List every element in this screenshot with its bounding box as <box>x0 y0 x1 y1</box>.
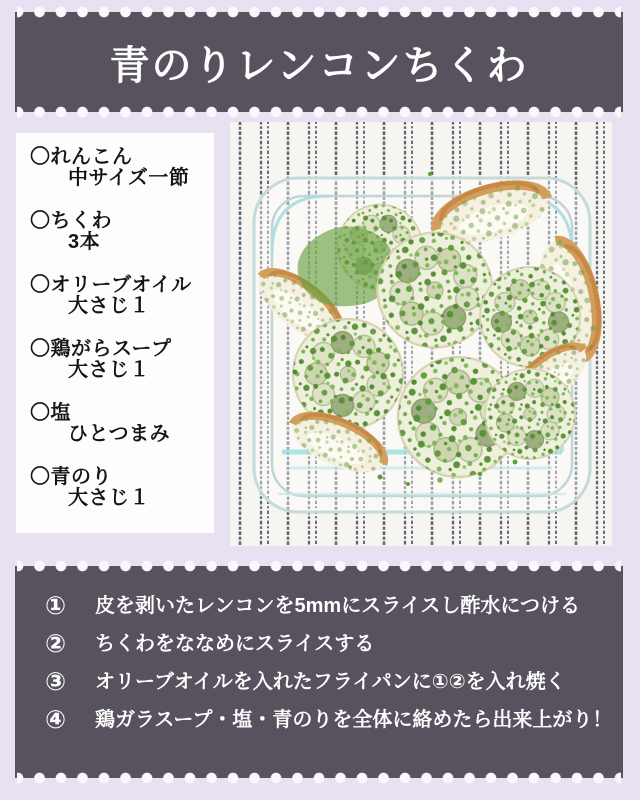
step-row <box>45 706 613 745</box>
step-row <box>45 669 605 707</box>
ingredient-amount: ひとつまみ <box>68 423 171 445</box>
dotted-border-top <box>17 6 621 18</box>
dotted-border-bottom <box>17 772 621 784</box>
ingredient-amount: 中サイズ一節 <box>68 167 190 189</box>
ingredient-name: 〇塩 <box>30 402 71 424</box>
ingredient-name: 〇オリーブオイル <box>30 274 192 296</box>
steps-panel <box>15 566 623 778</box>
dotted-border-bottom <box>17 106 621 118</box>
ingredient-name: 〇青のり <box>30 466 112 488</box>
ingredient-item <box>30 403 214 445</box>
ingredient-item <box>30 339 214 381</box>
ingredient-item <box>30 275 214 317</box>
step-row <box>45 631 605 669</box>
step-text: 皮を剥いたレンコンを5mmにスライスし酢水につける <box>95 595 580 617</box>
step-row <box>45 593 605 631</box>
step-text: 鶏ガラスープ・塩・青のりを全体に絡めたら出来上がり！ <box>95 709 613 731</box>
step-number: ① <box>45 592 67 620</box>
ingredient-amount: 大さじ１ <box>68 295 150 317</box>
dotted-border-top <box>17 560 621 572</box>
ingredient-name: 〇れんこん <box>30 146 133 168</box>
ingredient-item <box>30 211 214 253</box>
ingredient-item <box>30 467 214 509</box>
step-number: ④ <box>45 706 67 734</box>
dish-photo <box>230 122 612 546</box>
ingredient-name: 〇鶏がらスープ <box>30 338 172 360</box>
ingredient-amount: 大さじ１ <box>68 487 150 509</box>
ingredient-amount: 3本 <box>68 231 101 253</box>
step-number: ② <box>45 630 67 658</box>
ingredient-name: 〇ちくわ <box>30 210 112 232</box>
ingredients-list <box>16 133 214 533</box>
step-number: ③ <box>45 668 67 696</box>
step-text: ちくわをななめにスライスする <box>95 633 375 655</box>
title-banner <box>15 12 623 112</box>
ingredient-item <box>30 147 214 189</box>
page-title: 青のりレンコンちくわ <box>109 43 529 88</box>
ingredient-amount: 大さじ１ <box>68 359 150 381</box>
step-text: オリーブオイルを入れたフライパンに①②を入れ焼く <box>95 671 566 693</box>
